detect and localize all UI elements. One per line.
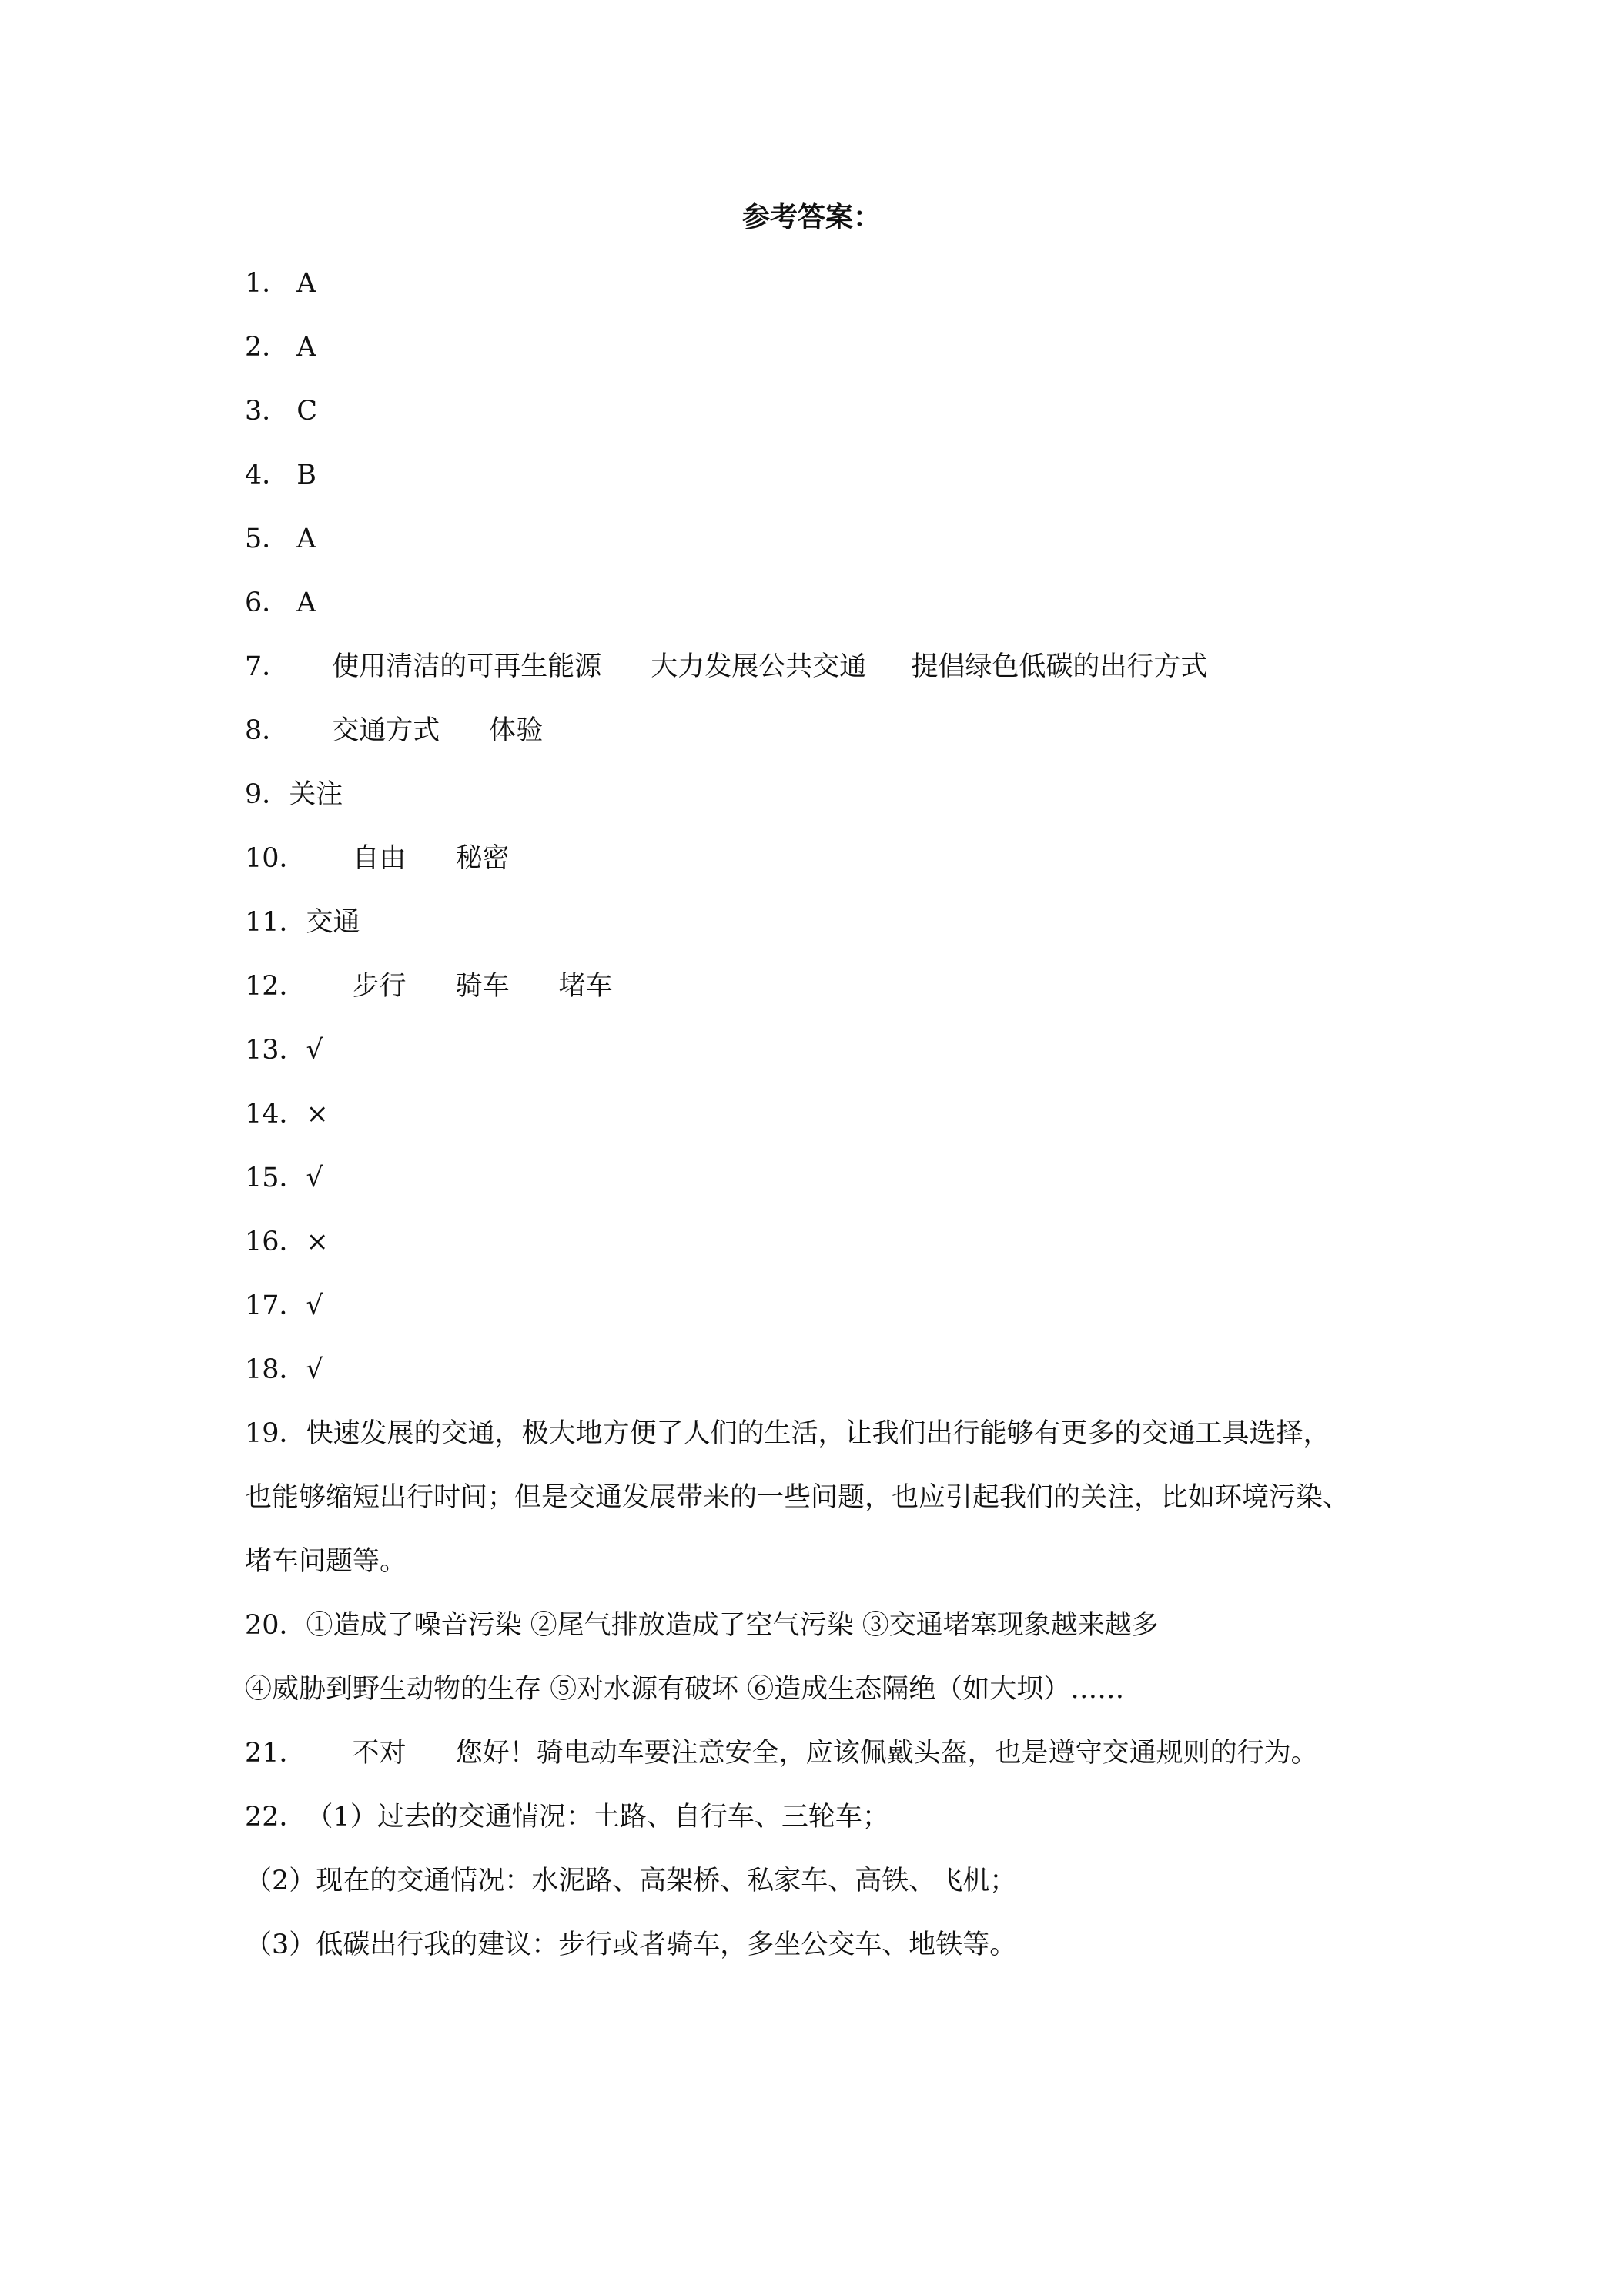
answer-item-8 bbox=[245, 699, 1400, 763]
answer-line-2: 也能够缩短出行时间；但是交通发展带来的一些问题，也应引起我们的关注，比如环境污染、 bbox=[245, 1482, 1350, 1513]
answer-number: 22． bbox=[245, 1802, 306, 1832]
answer-number: 14． bbox=[245, 1099, 306, 1130]
answer-text: √ bbox=[306, 1354, 323, 1385]
answer-text: √ bbox=[306, 1290, 323, 1321]
answer-number: 1． bbox=[245, 268, 289, 299]
answer-item-17 bbox=[245, 1274, 1400, 1338]
answer-blank-2: 您好！骑电动车要注意安全，应该佩戴头盔，也是遵守交通规则的行为。 bbox=[455, 1738, 1318, 1769]
answer-number: 12． bbox=[245, 971, 306, 1002]
answer-number: 5． bbox=[245, 524, 289, 554]
answer-item-19 bbox=[245, 1402, 1400, 1594]
answer-text: 关注 bbox=[289, 779, 343, 810]
answer-number: 8． bbox=[245, 715, 289, 746]
answer-number: 9． bbox=[245, 779, 289, 810]
answer-blank-2: 大力发展公共交通 bbox=[651, 651, 867, 682]
answer-line-2: （2）现在的交通情况：水泥路、高架桥、私家车、高铁、飞机； bbox=[245, 1866, 1017, 1896]
answer-line-3: （3）低碳出行我的建议：步行或者骑车，多坐公交车、地铁等。 bbox=[245, 1930, 1017, 1960]
answer-number: 18． bbox=[245, 1354, 306, 1385]
answer-number: 20． bbox=[245, 1610, 306, 1641]
answer-number: 21． bbox=[245, 1738, 306, 1769]
answer-item-2 bbox=[245, 316, 1400, 380]
answer-text: A bbox=[296, 524, 316, 554]
answer-blank-3: 堵车 bbox=[558, 971, 613, 1002]
answer-line-1: ①造成了噪音污染 ②尾气排放造成了空气污染 ③交通堵塞现象越来越多 bbox=[306, 1610, 1159, 1641]
answer-number: 2． bbox=[245, 332, 289, 363]
answer-item-11 bbox=[245, 891, 1400, 955]
answer-item-12 bbox=[245, 955, 1400, 1019]
answer-text: A bbox=[296, 268, 316, 299]
answer-item-18 bbox=[245, 1338, 1400, 1402]
answer-number: 4． bbox=[245, 460, 289, 490]
answer-list bbox=[245, 252, 1400, 1977]
answer-blank-1: 自由 bbox=[352, 843, 407, 874]
answer-text: × bbox=[306, 1099, 329, 1130]
answer-text: A bbox=[296, 332, 316, 363]
answer-blank-2: 骑车 bbox=[455, 971, 510, 1002]
answer-item-9 bbox=[245, 763, 1400, 827]
answer-number: 6． bbox=[245, 587, 289, 618]
answer-item-21 bbox=[245, 1722, 1400, 1786]
answer-item-5 bbox=[245, 507, 1400, 571]
answer-number: 13． bbox=[245, 1035, 306, 1066]
answer-line-1: 快速发展的交通，极大地方便了人们的生活，让我们出行能够有更多的交通工具选择， bbox=[306, 1418, 1330, 1449]
answer-item-10 bbox=[245, 827, 1400, 891]
answer-item-22 bbox=[245, 1786, 1400, 1977]
answer-item-15 bbox=[245, 1146, 1400, 1210]
answer-blank-1: 不对 bbox=[352, 1738, 407, 1769]
answer-blank-3: 提倡绿色低碳的出行方式 bbox=[911, 651, 1208, 682]
answer-number: 3． bbox=[245, 396, 289, 427]
answer-number: 7． bbox=[245, 651, 289, 682]
answer-blank-2: 体验 bbox=[489, 715, 544, 746]
answer-item-6 bbox=[245, 571, 1400, 635]
page-title: 参考答案： bbox=[741, 201, 881, 233]
answer-text: √ bbox=[306, 1163, 323, 1193]
answer-item-4 bbox=[245, 443, 1400, 507]
answer-line-3: 堵车问题等。 bbox=[245, 1546, 407, 1577]
answer-item-13 bbox=[245, 1019, 1400, 1083]
answer-text: × bbox=[306, 1227, 329, 1257]
answer-number: 19． bbox=[245, 1418, 306, 1449]
answer-number: 11． bbox=[245, 907, 306, 938]
answer-number: 16． bbox=[245, 1227, 306, 1257]
answer-text: C bbox=[296, 396, 318, 427]
answer-line-1: （1）过去的交通情况：土路、自行车、三轮车； bbox=[306, 1802, 889, 1832]
answer-line-2: ④威胁到野生动物的生存 ⑤对水源有破坏 ⑥造成生态隔绝（如大坝）…… bbox=[245, 1674, 1125, 1705]
answer-number: 15． bbox=[245, 1163, 306, 1193]
answer-text: 交通 bbox=[306, 907, 360, 938]
answer-number: 10． bbox=[245, 843, 306, 874]
answer-item-16 bbox=[245, 1210, 1400, 1274]
answer-blank-2: 秘密 bbox=[455, 843, 510, 874]
answer-text: A bbox=[296, 587, 316, 618]
answer-blank-1: 使用清洁的可再生能源 bbox=[332, 651, 602, 682]
answer-item-3 bbox=[245, 380, 1400, 443]
answer-number: 17． bbox=[245, 1290, 306, 1321]
answer-blank-1: 步行 bbox=[352, 971, 407, 1002]
answer-item-1 bbox=[245, 252, 1400, 316]
answer-item-20 bbox=[245, 1594, 1400, 1722]
answer-item-14 bbox=[245, 1083, 1400, 1146]
answer-item-7 bbox=[245, 635, 1400, 699]
answer-blank-1: 交通方式 bbox=[332, 715, 440, 746]
answer-text: B bbox=[296, 460, 317, 490]
answer-text: √ bbox=[306, 1035, 323, 1066]
